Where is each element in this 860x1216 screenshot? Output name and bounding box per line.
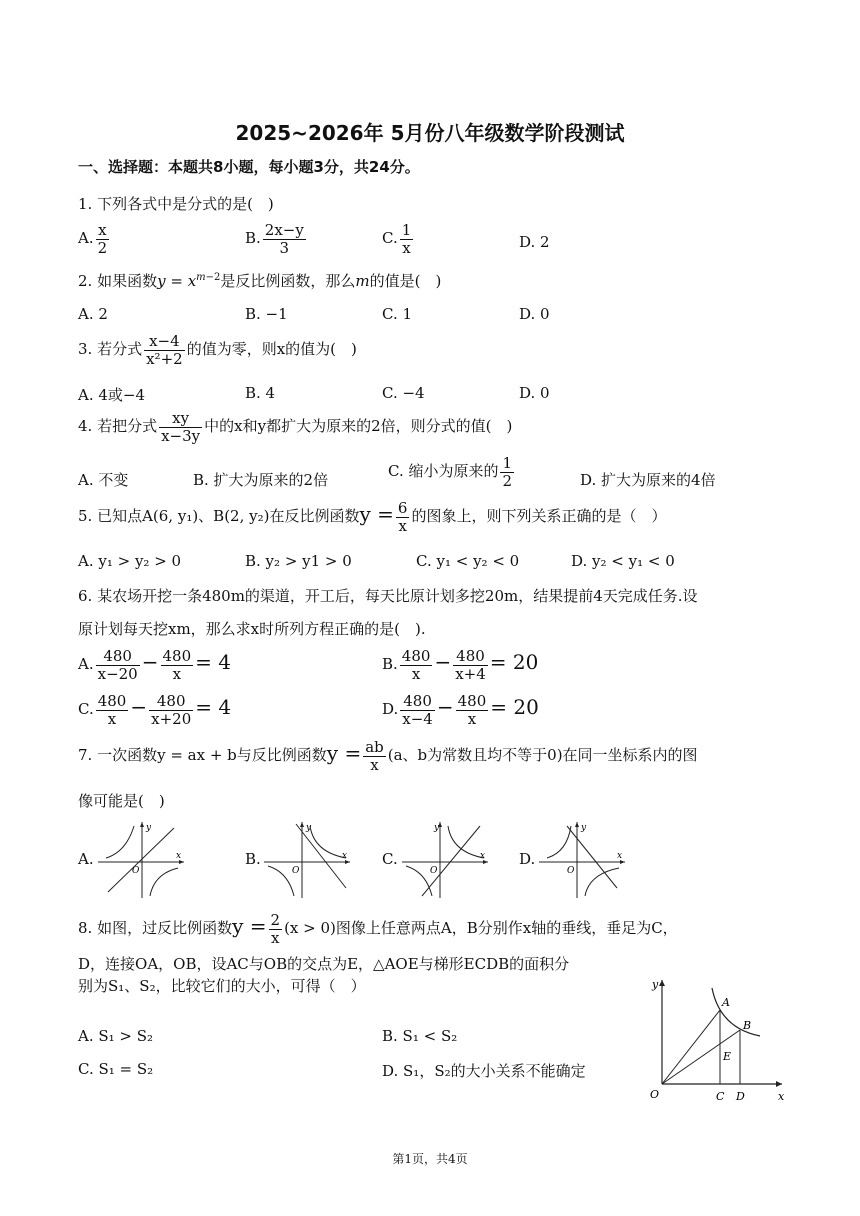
q7-option-b-label: B. xyxy=(245,850,261,868)
q8-option-d: D. S₁，S₂的大小关系不能确定 xyxy=(382,1062,586,1080)
svg-text:O: O xyxy=(132,866,140,876)
q7-option-c-label: C. xyxy=(382,850,398,868)
q2-option-c: C. 1 xyxy=(382,305,413,323)
q7-option-d-label: D. xyxy=(519,850,536,868)
q7-graph-d xyxy=(537,818,629,900)
page-footer: 第1页，共4页 xyxy=(392,1152,468,1166)
svg-text:O: O xyxy=(292,866,300,876)
q5-option-b: B. y₂ > y1 > 0 xyxy=(245,552,352,570)
q4-option-a: A. 不变 xyxy=(78,471,129,489)
svg-text:y: y xyxy=(306,823,312,833)
q1-option-c: C. $\frac{1}{x}$ xyxy=(382,221,412,257)
svg-text:O: O xyxy=(567,866,575,876)
q7-graph-a xyxy=(96,818,188,900)
q6-option-c: C. $\frac{480}{x}$ − $\frac{480}{x+20}$ = 4 xyxy=(78,692,232,728)
svg-text:x: x xyxy=(176,851,182,861)
q5-option-d: D. y₂ < y₁ < 0 xyxy=(571,552,675,570)
question-6-line-2: 原计划每天挖xm，那么求x时所列方程正确的是( ). xyxy=(78,620,426,638)
svg-text:x: x xyxy=(342,851,348,861)
q2-option-d: D. 0 xyxy=(519,305,550,323)
q3-option-c: C. −4 xyxy=(382,384,425,402)
question-2-stem: 2. 如果函数$y = x^{m-2}$是反比例函数，那么m的值是( ) xyxy=(78,272,442,290)
q1-option-a: A. $\frac{x}{2}$ xyxy=(78,221,108,257)
svg-text:B: B xyxy=(743,1019,752,1032)
svg-text:y: y xyxy=(146,823,152,833)
q7-graph-b xyxy=(262,818,354,900)
q1-option-d: D. 2 xyxy=(519,233,550,251)
q7-option-a-label: A. xyxy=(78,850,94,868)
svg-text:y: y xyxy=(434,823,440,833)
svg-text:y: y xyxy=(652,978,659,991)
q3-option-b: B. 4 xyxy=(245,384,276,402)
q4-option-d: D. 扩大为原来的4倍 xyxy=(580,471,716,489)
q5-option-a: A. y₁ > y₂ > 0 xyxy=(78,552,182,570)
svg-text:y: y xyxy=(581,823,587,833)
svg-text:C: C xyxy=(716,1090,725,1103)
svg-text:O: O xyxy=(650,1088,660,1101)
q8-option-b: B. S₁ < S₂ xyxy=(382,1027,458,1045)
svg-text:D: D xyxy=(736,1090,745,1103)
q2-option-b: B. −1 xyxy=(245,305,288,323)
question-1-stem: 1. 下列各式中是分式的是( ) xyxy=(78,195,274,213)
page-title: 2025~2026年 5月份八年级数学阶段测试 xyxy=(235,121,625,145)
svg-text:A: A xyxy=(722,996,730,1009)
question-4-stem: 4. 若把分式 $\frac{xy}{x-3y}$ 中的x和y都扩大为原来的2倍，则分式的值( ) xyxy=(78,409,513,445)
q4-option-c: C. 缩小为原来的 $\frac{1}{2}$ xyxy=(388,454,513,490)
q2-option-a: A. 2 xyxy=(78,305,108,323)
svg-text:x: x xyxy=(778,1090,785,1103)
question-6-line-1: 6. 某农场开挖一条480m的渠道，开工后，每天比原计划多挖20m，结果提前4天完成任务.设 xyxy=(78,587,698,605)
q7-graph-c xyxy=(400,818,492,900)
svg-text:x: x xyxy=(480,851,486,861)
question-7-stem: 7. 一次函数y = ax + b与反比例函数y = $\frac{ab}{x}$ (a、b为常数且均不等于0)在同一坐标系内的图 xyxy=(78,738,698,774)
q6-option-d: D. $\frac{480}{x-4}$ − $\frac{480}{x}$ = 20 xyxy=(382,692,539,728)
q6-option-a: A. $\frac{480}{x-20}$ − $\frac{480}{x}$ = 4 xyxy=(78,647,231,683)
q3-option-d: D. 0 xyxy=(519,384,550,402)
q8-option-c: C. S₁ = S₂ xyxy=(78,1060,154,1078)
question-5-stem: 5. 已知点A(6, y₁)、B(2, y₂)在反比例函数y = $\frac{6}{x}$ 的图象上，则下列关系正确的是（ ） xyxy=(78,499,667,535)
q8-figure xyxy=(642,972,792,1110)
svg-text:x: x xyxy=(617,851,623,861)
q5-option-c: C. y₁ < y₂ < 0 xyxy=(416,552,520,570)
svg-text:E: E xyxy=(723,1050,732,1063)
q3-option-a: A. 4或−4 xyxy=(78,386,146,404)
q4-option-b: B. 扩大为原来的2倍 xyxy=(193,471,329,489)
q8-option-a: A. S₁ > S₂ xyxy=(78,1027,154,1045)
question-8-line-2: D，连接OA，OB，设AC与OB的交点为E，△AOE与梯形ECDB的面积分 xyxy=(78,955,570,973)
question-8-line-3: 别为S₁、S₂，比较它们的大小，可得（ ） xyxy=(78,977,366,995)
question-3-stem: 3. 若分式 $\frac{x-4}{\text{x²+2}}$ 的值为零，则x的值为( ) xyxy=(78,332,357,368)
question-8-stem: 8. 如图，过反比例函数y = $\frac{2}{x}$ (x > 0)图像上任意两点A，B分别作x轴的垂线，垂足为C， xyxy=(78,911,678,947)
q6-option-b: B. $\frac{480}{x}$ − $\frac{480}{x+4}$ = 20 xyxy=(382,647,539,683)
question-7-line-2: 像可能是( ) xyxy=(78,792,165,810)
svg-text:O: O xyxy=(430,866,438,876)
section-heading: 一、选择题：本题共8小题，每小题3分，共24分。 xyxy=(78,158,420,176)
q1-option-b: B. $\frac{2x-y}{3}$ xyxy=(245,221,304,257)
